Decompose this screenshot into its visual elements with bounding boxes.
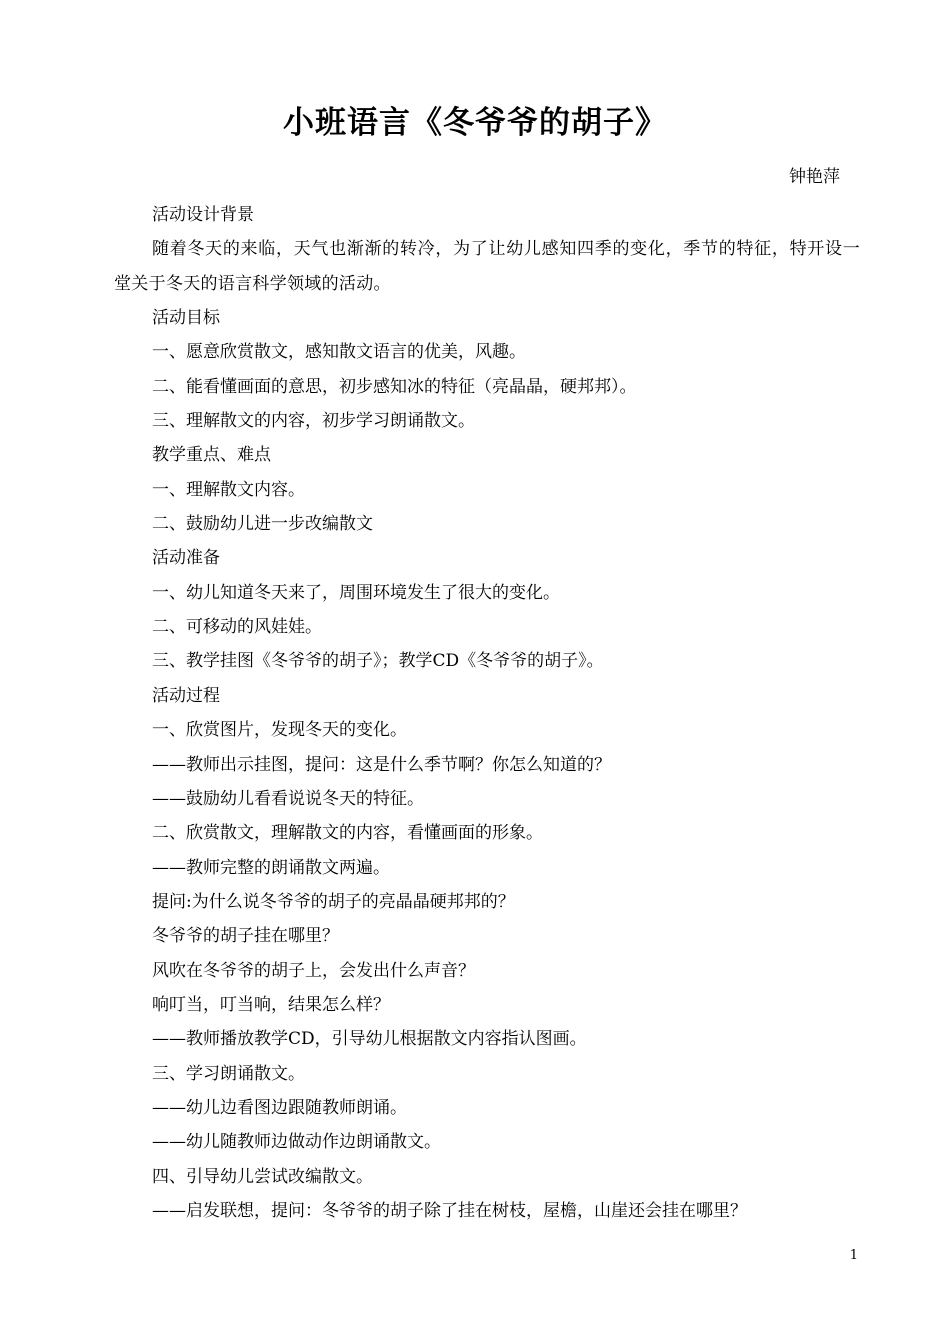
- document-title: 小班语言《冬爷爷的胡子》: [283, 105, 667, 141]
- list-item: ——启发联想，提问：冬爷爷的胡子除了挂在树枝，屋檐，山崖还会挂在哪里？: [152, 1200, 747, 1221]
- list-item: 响叮当，叮当响，结果怎么样？: [152, 994, 390, 1015]
- list-item: 三、学习朗诵散文。: [152, 1063, 305, 1084]
- section-heading: 活动设计背景: [152, 205, 254, 225]
- list-item: 二、欣赏散文，理解散文的内容，看懂画面的形象。: [152, 823, 543, 844]
- page-number: 1: [849, 1248, 858, 1263]
- document-body: [114, 198, 860, 1228]
- section-heading: 活动目标: [152, 308, 220, 329]
- list-item: ——教师完整的朗诵散文两遍。: [152, 857, 390, 878]
- list-item: ——鼓励幼儿看看说说冬天的特征。: [152, 788, 424, 809]
- list-item: 二、鼓励幼儿进一步改编散文: [152, 514, 373, 535]
- list-item: 三、教学挂图《冬爷爷的胡子》；教学CD《冬爷爷的胡子》。: [152, 651, 604, 672]
- section-heading: 活动过程: [152, 685, 220, 706]
- list-item: 四、引导幼儿尝试改编散文。: [152, 1166, 373, 1187]
- list-item: 二、可移动的风娃娃。: [152, 617, 322, 638]
- list-item: ——幼儿边看图边跟随教师朗诵。: [152, 1097, 407, 1118]
- list-item: 一、愿意欣赏散文，感知散文语言的优美，风趣。: [152, 342, 526, 363]
- section-heading: 活动准备: [152, 548, 220, 569]
- list-item: 一、欣赏图片，发现冬天的变化。: [152, 720, 407, 741]
- list-item: 一、幼儿知道冬天来了，周围环境发生了很大的变化。: [152, 582, 560, 603]
- author-name: 钟艳萍: [789, 167, 840, 187]
- list-item: 风吹在冬爷爷的胡子上，会发出什么声音？: [152, 960, 475, 981]
- list-item: 二、能看懂画面的意思，初步感知冰的特征（亮晶晶，硬邦邦）。: [152, 376, 637, 397]
- list-item: 提问:为什么说冬爷爷的胡子的亮晶晶硬邦邦的？: [152, 891, 515, 912]
- list-item: ——教师出示挂图，提问：这是什么季节啊？你怎么知道的？: [152, 754, 611, 775]
- list-item: 三、理解散文的内容，初步学习朗诵散文。: [152, 411, 475, 432]
- list-item: 一、理解散文内容。: [152, 479, 305, 500]
- section-heading: 教学重点、难点: [152, 445, 271, 466]
- list-item: ——教师播放教学CD，引导幼儿根据散文内容指认图画。: [152, 1029, 587, 1050]
- list-item: 冬爷爷的胡子挂在哪里？: [152, 926, 339, 947]
- paragraph: 随着冬天的来临，天气也渐渐的转冷，为了让幼儿感知四季的变化，季节的特征，特开设一堂关于冬天的语言科学领域的活动。: [114, 239, 860, 294]
- list-item: ——幼儿随教师边做动作边朗诵散文。: [152, 1132, 441, 1153]
